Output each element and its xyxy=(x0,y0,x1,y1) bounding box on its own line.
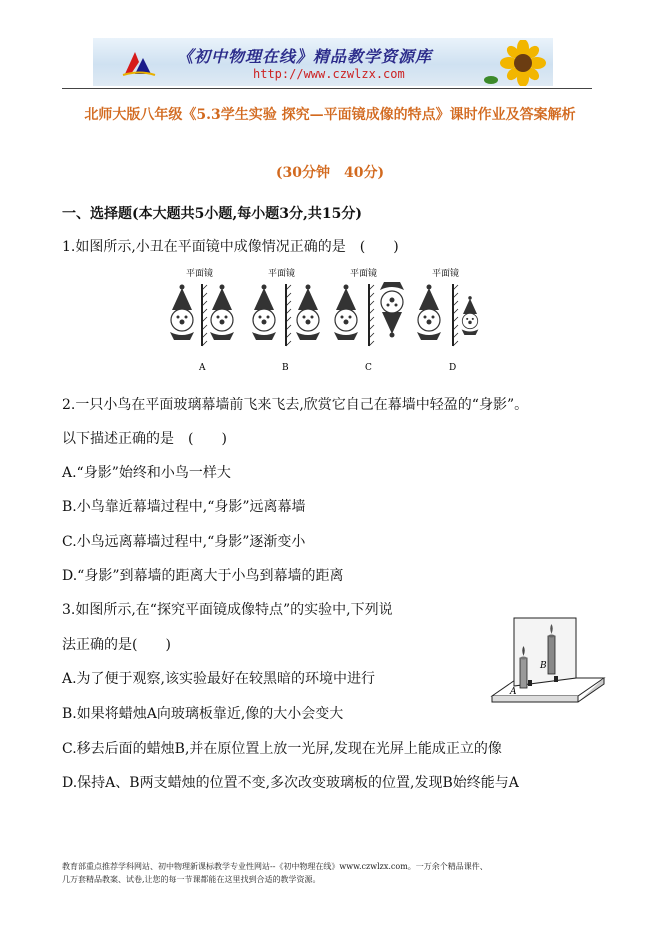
q1-stem: 1.如图所示,小丑在平面镜中成像情况正确的是 ( ) xyxy=(62,239,399,255)
mirror-label-b: 平面镜 xyxy=(268,269,296,279)
q3-option-a: A.为了便于观察,该实验最好在较黑暗的环境中进行 xyxy=(62,671,376,687)
q1-option-c-label: C xyxy=(365,363,372,373)
header-rule xyxy=(62,88,592,89)
q1-option-b-label: B xyxy=(282,363,289,373)
q1-option-c-figure xyxy=(334,267,404,373)
document-title: 北师大版八年级《5.3学生实验 探究—平面镜成像的特点》课时作业及答案解析 xyxy=(84,107,576,123)
header-banner xyxy=(93,38,553,86)
footer-line-1: 教育部重点推荐学科网站、初中物理新课标教学专业性网站--《初中物理在线》www.czwlzx.com。一万余个精品课件、 xyxy=(62,862,488,871)
sunflower-icon xyxy=(483,40,547,86)
footer-line-2: 几万套精品教案、试卷,让您的每一节课都能在这里找到合适的教学资源。 xyxy=(62,875,321,884)
q1-figure xyxy=(166,264,486,376)
q2-option-b: B.小鸟靠近幕墙过程中,“身影”远离幕墙 xyxy=(62,499,306,515)
banner-title: 《初中物理在线》精品教学资源库 xyxy=(177,47,433,66)
q3-option-b: B.如果将蜡烛A向玻璃板靠近,像的大小会变大 xyxy=(62,706,344,722)
q3-stem-line1: 3.如图所示,在“探究平面镜成像特点”的实验中,下列说 xyxy=(62,602,393,618)
site-logo-icon xyxy=(121,48,157,78)
candle-a-label: A xyxy=(510,687,517,697)
mirror-label-c: 平面镜 xyxy=(350,269,378,279)
document-subtitle: (30分钟 40分) xyxy=(275,165,385,181)
q1-option-d-figure xyxy=(417,267,478,373)
banner-url: http://www.czwlzx.com xyxy=(253,67,405,81)
mirror-label-a: 平面镜 xyxy=(186,269,214,279)
q3-figure xyxy=(488,614,606,722)
q1-option-a-label: A xyxy=(199,363,206,373)
q3-option-d: D.保持A、B两支蜡烛的位置不变,多次改变玻璃板的位置,发现B始终能与A xyxy=(62,775,519,791)
q2-stem-line2: 以下描述正确的是 ( ) xyxy=(62,431,227,447)
q3-stem-line2: 法正确的是( ) xyxy=(62,637,171,653)
q1-option-a-figure xyxy=(170,267,234,373)
mirror-label-d: 平面镜 xyxy=(432,269,460,279)
q2-option-a: A.“身影”始终和小鸟一样大 xyxy=(62,465,231,481)
q1-option-b-figure xyxy=(252,267,320,373)
q2-option-d: D.“身影”到幕墙的距离大于小鸟到幕墙的距离 xyxy=(62,568,344,584)
q1-option-d-label: D xyxy=(449,363,457,373)
q2-option-c: C.小鸟远离幕墙过程中,“身影”逐渐变小 xyxy=(62,534,306,550)
candle-b-label: B xyxy=(540,661,547,671)
q2-stem-line1: 2.一只小鸟在平面玻璃幕墙前飞来飞去,欣赏它自己在幕墙中轻盈的“身影”。 xyxy=(62,397,529,413)
q3-option-c: C.移去后面的蜡烛B,并在原位置上放一光屏,发现在光屏上能成正立的像 xyxy=(62,741,502,757)
section-heading: 一、选择题(本大题共5小题,每小题3分,共15分) xyxy=(62,206,362,222)
page-footer xyxy=(62,860,602,886)
